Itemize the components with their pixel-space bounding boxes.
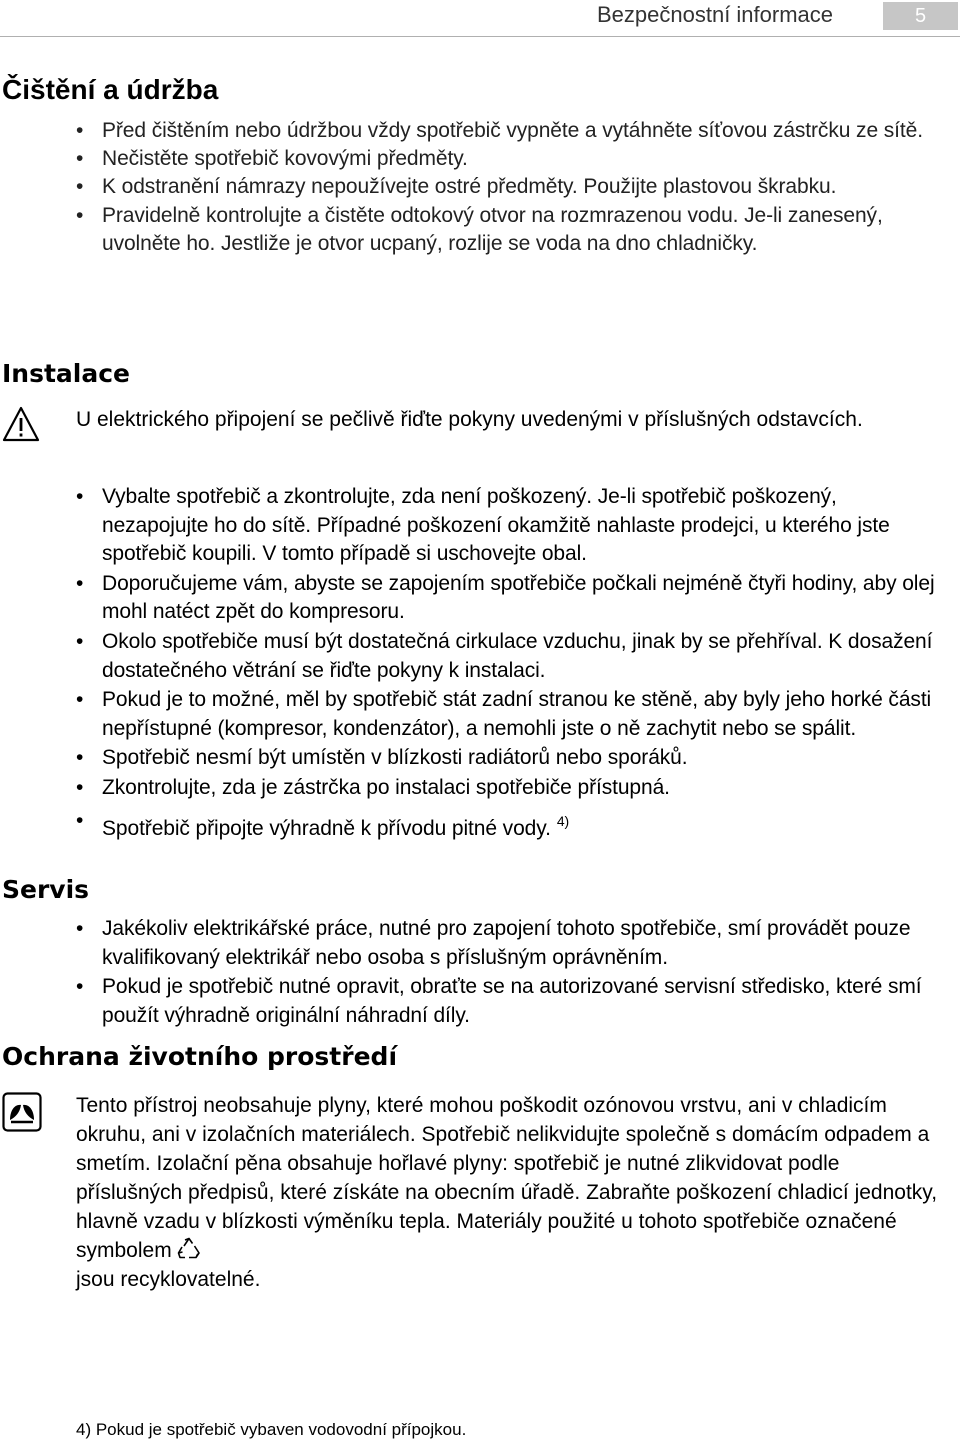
header-title: Bezpečnostní informace [597, 2, 834, 27]
environment-text [76, 1091, 946, 1294]
recycle-icon [176, 1237, 202, 1261]
heading-service: Servis [2, 875, 90, 904]
installation-list [76, 483, 946, 843]
list-item: • Pokud je to možné, měl by spotřebič stát zadní stranou ke stěně, aby byly jeho horké části nepřístupné (kompresor, kondenzátor), a nemohli jste o ně zachytit nebo se spálit. [76, 686, 946, 743]
warning-triangle-icon [2, 405, 40, 443]
list-item: • Doporučujeme vám, abyste se zapojením spotřebiče počkali nejméně čtyři hodiny, aby olej mohl natéct zpět do kompresoru. [76, 570, 946, 627]
cleaning-list [76, 117, 946, 258]
list-item: • Pravidelně kontrolujte a čistěte odtokový otvor na rozmrazenou vodu. Je-li zanesený, uvolněte ho. Jestliže je otvor ucpaný, rozlije se voda na dno chladničky. [76, 202, 946, 258]
list-item: • Pokud je spotřebič nutné opravit, obraťte se na autorizované servisní středisko, které smí použít výhradně originální náhradní díly. [76, 972, 946, 1030]
list-item: • Jakékoliv elektrikářské práce, nutné pro zapojení tohoto spotřebiče, smí provádět pouze kvalifikovaný elektrikář nebo osoba s příslušným oprávněním. [76, 914, 946, 972]
list-item: • K odstranění námrazy nepoužívejte ostré předměty. Použijte plastovou škrabku. [76, 173, 946, 201]
installation-warning: U elektrického připojení se pečlivě řiďte pokyny uvedenými v příslušných odstavcích. [76, 408, 863, 431]
list-item: • Nečistěte spotřebič kovovými předměty. [76, 145, 946, 173]
heading-installation: Instalace [2, 359, 131, 388]
heading-environment: Ochrana životního prostředí [2, 1042, 398, 1071]
environment-text-part1: Tento přístroj neobsahuje plyny, které mohou poškodit ozónovou vrstvu, ani v chladicím okruhu, ani v izolačních materiálech. Spotřebič nelikvidujte společně s domácím odpadem a smetím. Izolační pěna obsahuje hořlavé plyny: spotřebič je nutné zlikvidovat podle příslušných předpisů, které získáte na obecním úřadě. Zabraňte poškození chladicí jednotky, hlavně vzadu v blízkosti výměníku tepla. Materiály použité u tohoto spotřebiče označené symbolem [76, 1094, 938, 1262]
list-item: • Okolo spotřebiče musí být dostatečná cirkulace vzduchu, jinak by se přehříval. K dosažení dostatečného větrání se řiďte pokyny k instalaci. [76, 628, 946, 685]
list-item: • Vybalte spotřebič a zkontrolujte, zda není poškozený. Je-li spotřebič poškozený, nezapojujte ho do sítě. Případné poškození okamžitě nahlaste prodejci, u kterého jste spotřebič koupili. V tomto případě si uschovejte obal. [76, 483, 946, 569]
list-item: • Zkontrolujte, zda je zástrčka po instalaci spotřebiče přístupná. [76, 774, 946, 803]
list-item: • Před čištěním nebo údržbou vždy spotřebič vypněte a vytáhněte síťovou zástrčku ze sítě. [76, 117, 946, 145]
service-list [76, 914, 946, 1030]
list-item: • Spotřebič nesmí být umístěn v blízkosti radiátorů nebo sporáků. [76, 744, 946, 773]
footnote-ref: 4) [556, 812, 570, 829]
list-item-text: Spotřebič připojte výhradně k přívodu pitné vody. [102, 816, 551, 840]
heading-cleaning: Čištění a údržba [2, 74, 219, 105]
header-divider [0, 36, 960, 37]
eco-leaf-icon [2, 1092, 42, 1132]
environment-text-part2: jsou recyklovatelné. [76, 1268, 261, 1291]
footnote: 4) Pokud je spotřebič vybaven vodovodní přípojkou. [76, 1420, 467, 1439]
list-item [76, 807, 946, 844]
page-number: 5 [883, 2, 958, 30]
